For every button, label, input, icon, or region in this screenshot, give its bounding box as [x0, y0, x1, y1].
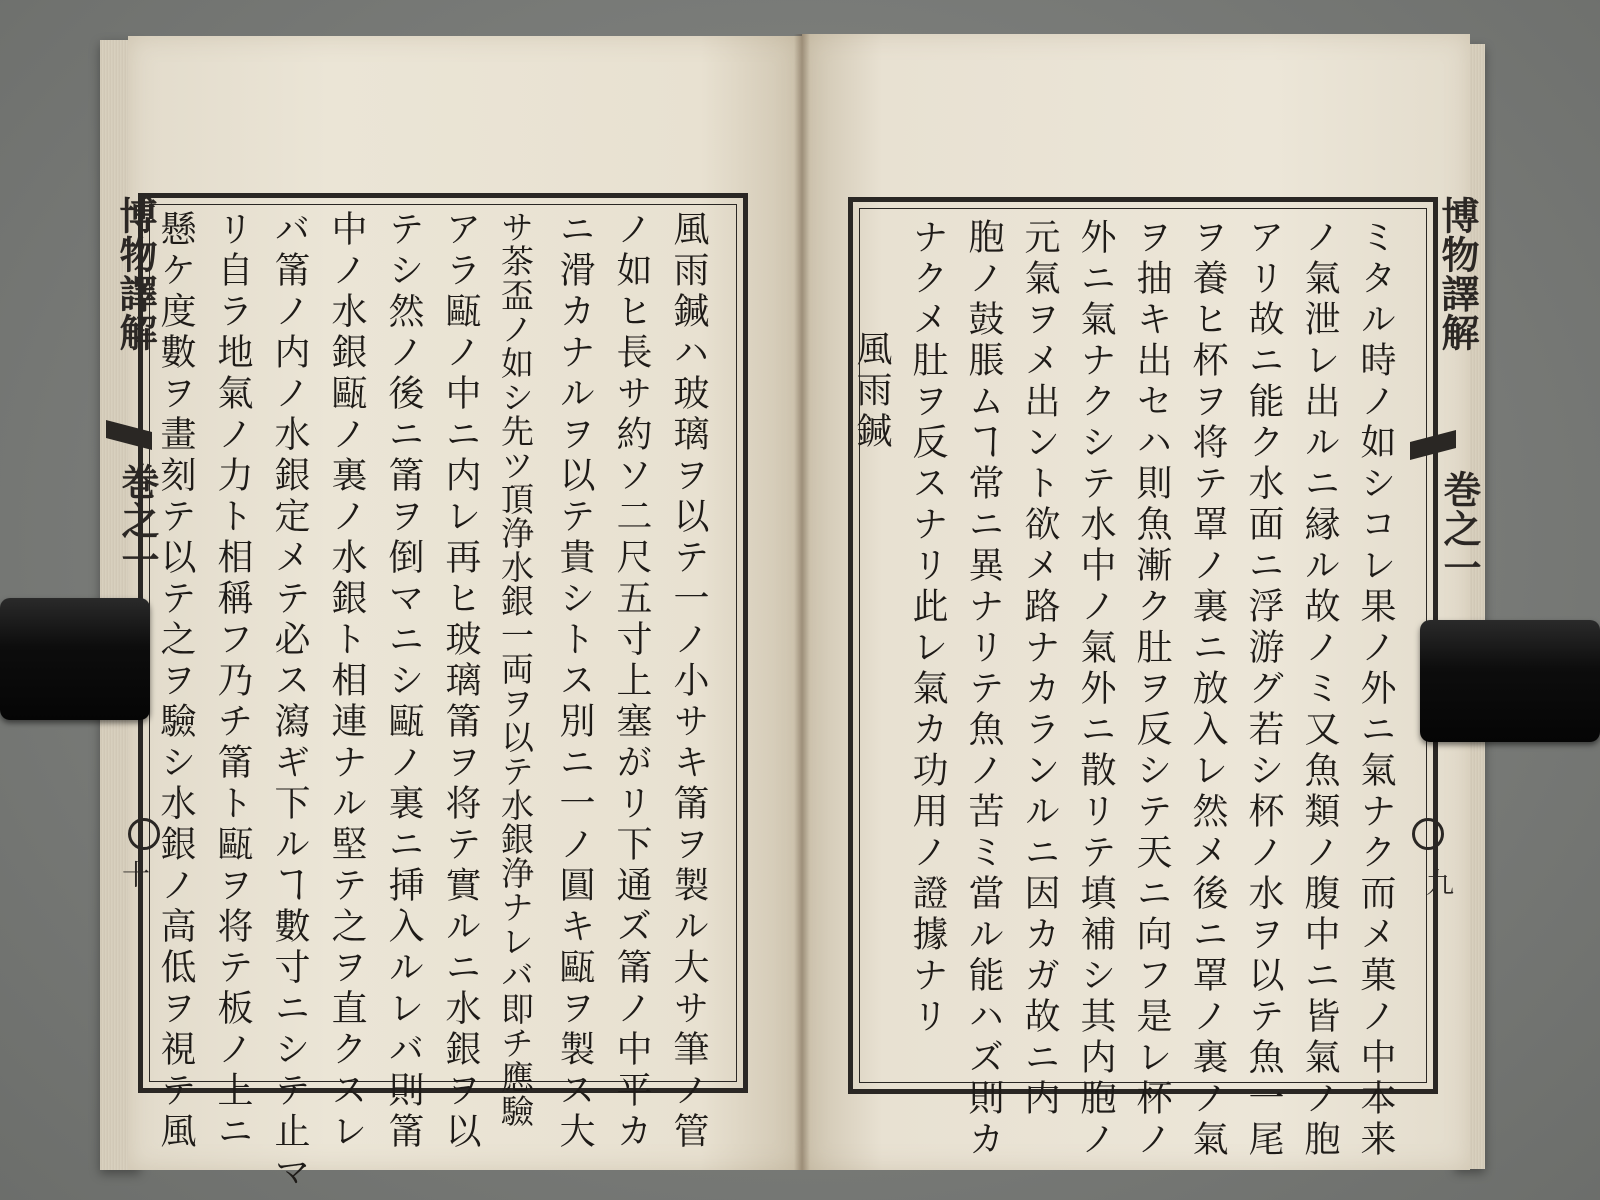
right-text-column-9: ナクメ肚ヲ反スナリ此レ氣カ功用ノ證據ナリ — [907, 218, 948, 1038]
right-text-column-1: ミタル時ノ如シコレ果ノ外ニ氣ナク而メ菓ノ中本来 — [1355, 218, 1396, 1161]
right-text-column-3: アリ故ニ能ク水面ニ浮游グ若シ杯ノ水ヲ以テ魚一尾 — [1243, 218, 1284, 1161]
right-text-column-7: 元氣ヲメ出ント欲メ路ナカランルニ因カガ故ニ内 — [1019, 218, 1060, 1120]
left-text-column-4: サ茶盃ノ如シ先ツ頂浄水銀一両ヲ以テ水銀浄ナレバ即チ應驗 — [496, 210, 535, 1128]
left-text-column-3: ニ滑カナルヲ以テ貴シトス別ニ一ノ圓キ甌ヲ製ス大 — [554, 210, 595, 1153]
right-book-clamp — [1420, 620, 1600, 742]
left-text-column-2: ノ如ヒ長サ約ソ二尺五寸上塞がリ下通ズ筩ノ中平カ — [611, 210, 652, 1153]
right-text-column-10: 風雨鍼 — [851, 330, 892, 453]
left-text-column-10: 懸ケ度數ヲ畫刻テ以テ之ヲ驗シ水銀ノ高低ヲ視テ風 — [155, 210, 196, 1153]
left-text-column-5: アラ甌ノ中ニ内レ再ヒ玻璃筩ヲ将テ實ルニ水銀ヲ以 — [440, 210, 481, 1153]
right-margin-title: 博物譯解 — [1435, 196, 1480, 352]
right-text-column-2: ノ氣泄レ出ルニ縁ル故ノミ又魚類ノ腹中ニ皆氣ノ胞 — [1299, 218, 1340, 1161]
left-text-column-7: 中ノ水銀甌ノ裏ノ水銀ト相連ナル堅テ之ヲ直クスレ — [326, 210, 367, 1153]
left-text-column-6: テシ然ノ後ニ筩ヲ倒マニシ甌ノ裏ニ挿入ルレバ則筩 — [383, 210, 424, 1153]
left-text-column-9: リ自ラ地氣ノ力ト相稱フ乃チ筩ト甌ヲ将テ板ノ上ニ — [212, 210, 253, 1153]
right-text-column-4: ヲ養ヒ杯ヲ将テ罩ノ裏ニ放入レ然メ後ニ罩ノ裏ノ氣 — [1187, 218, 1228, 1161]
left-leaf-number: 十 — [118, 860, 151, 888]
left-margin-volume: 巻之一 — [115, 462, 160, 579]
right-text-column-6: 外ニ氣ナクシテ水中ノ氣外ニ散リテ填補シ其内胞ノ — [1075, 218, 1116, 1161]
left-text-column-8: バ筩ノ内ノ水銀定メテ必ス瀉ギ下ルヿ數寸ニシテ止マ — [269, 210, 310, 1194]
left-margin-title: 博物譯解 — [113, 196, 158, 352]
book-gutter — [794, 34, 810, 1170]
left-book-clamp — [0, 598, 150, 720]
right-margin-volume: 巻之一 — [1437, 470, 1482, 587]
right-text-column-8: 胞ノ鼓脹ムヿ常ニ異ナリテ魚ノ苦ミ當ル能ハズ則カ — [963, 218, 1004, 1161]
left-text-column-1: 風雨鍼ハ玻璃ヲ以テ一ノ小サキ筩ヲ製ル大サ筆ノ管 — [668, 210, 709, 1153]
right-leaf-number: 九 — [1422, 868, 1455, 896]
right-text-column-5: ヲ抽キ出セハ則魚漸ク肚ヲ反シテ天ニ向フ是レ杯ノ — [1131, 218, 1172, 1161]
